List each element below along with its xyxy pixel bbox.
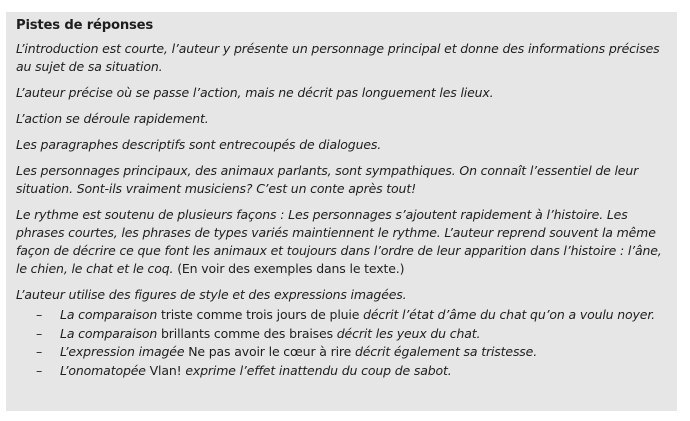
- bullet-dash: –: [36, 344, 43, 359]
- list-item-lead: La comparaison: [60, 325, 161, 341]
- bullet-dash: –: [36, 325, 43, 341]
- rhythm-note: (En voir des exemples dans le texte.): [173, 261, 405, 276]
- list-item-rest: décrit l’état d’âme du chat qu’on a voulu noyer.: [359, 307, 655, 322]
- bullet-dash: –: [36, 307, 43, 322]
- list-item-quote: Ne pas avoir le cœur à rire: [188, 344, 352, 359]
- list-item: [16, 306, 667, 325]
- paragraph-action: L’action se déroule rapidement.: [16, 111, 209, 126]
- paragraph-rhythm: [16, 206, 667, 278]
- figures-list: [16, 306, 667, 380]
- list-item-rest: décrit les yeux du chat.: [332, 325, 481, 341]
- list-item: [16, 325, 667, 344]
- list-item-quote: Vlan!: [149, 362, 182, 378]
- paragraph-dialogues: Les paragraphes descriptifs sont entrecoupés de dialogues.: [16, 137, 382, 152]
- list-item-rest: exprime l’effet inattendu du coup de sabot.: [181, 362, 452, 378]
- paragraph-introduction: L’introduction est courte, l’auteur y présente un personnage principal et donne des informations précises au sujet de sa situation.: [16, 41, 660, 74]
- list-item-quote: triste comme trois jours de pluie: [160, 307, 360, 322]
- list-item-lead: L’onomatopée: [60, 362, 150, 378]
- answer-box: [6, 12, 677, 411]
- paragraph-characters: Les personnages principaux, des animaux parlants, sont sympathiques. On connaît l’essentiel de leur situation. Sont-ils vraiment musiciens? C’est un conte après tout!: [16, 163, 639, 196]
- paragraph-setting: L’auteur précise où se passe l’action, mais ne décrit pas longuement les lieux.: [16, 85, 494, 100]
- list-item: [16, 362, 667, 381]
- rhythm-text: Le rythme est soutenu de plusieurs façons : Les personnages s’ajoutent rapidement à l’histoire. Les phrases courtes, les phrases de types variés maintiennent le rythme. L’auteur reprend souvent la même façon de décrire ce que font les animaux et toujours dans l’ordre de leur apparition dans l’histoire : l’âne, le chien, le chat et le coq.: [16, 207, 662, 276]
- box-title: Pistes de réponses: [16, 18, 154, 33]
- paragraph-figures: L’auteur utilise des figures de style et des expressions imagées.: [16, 287, 407, 302]
- list-item-lead: L’expression imagée: [60, 344, 189, 359]
- bullet-dash: –: [36, 362, 43, 378]
- list-item-rest: décrit également sa tristesse.: [351, 344, 538, 359]
- list-item-lead: La comparaison: [60, 307, 161, 322]
- list-item: [16, 343, 667, 362]
- list-item-quote: brillants comme des braises: [160, 325, 333, 341]
